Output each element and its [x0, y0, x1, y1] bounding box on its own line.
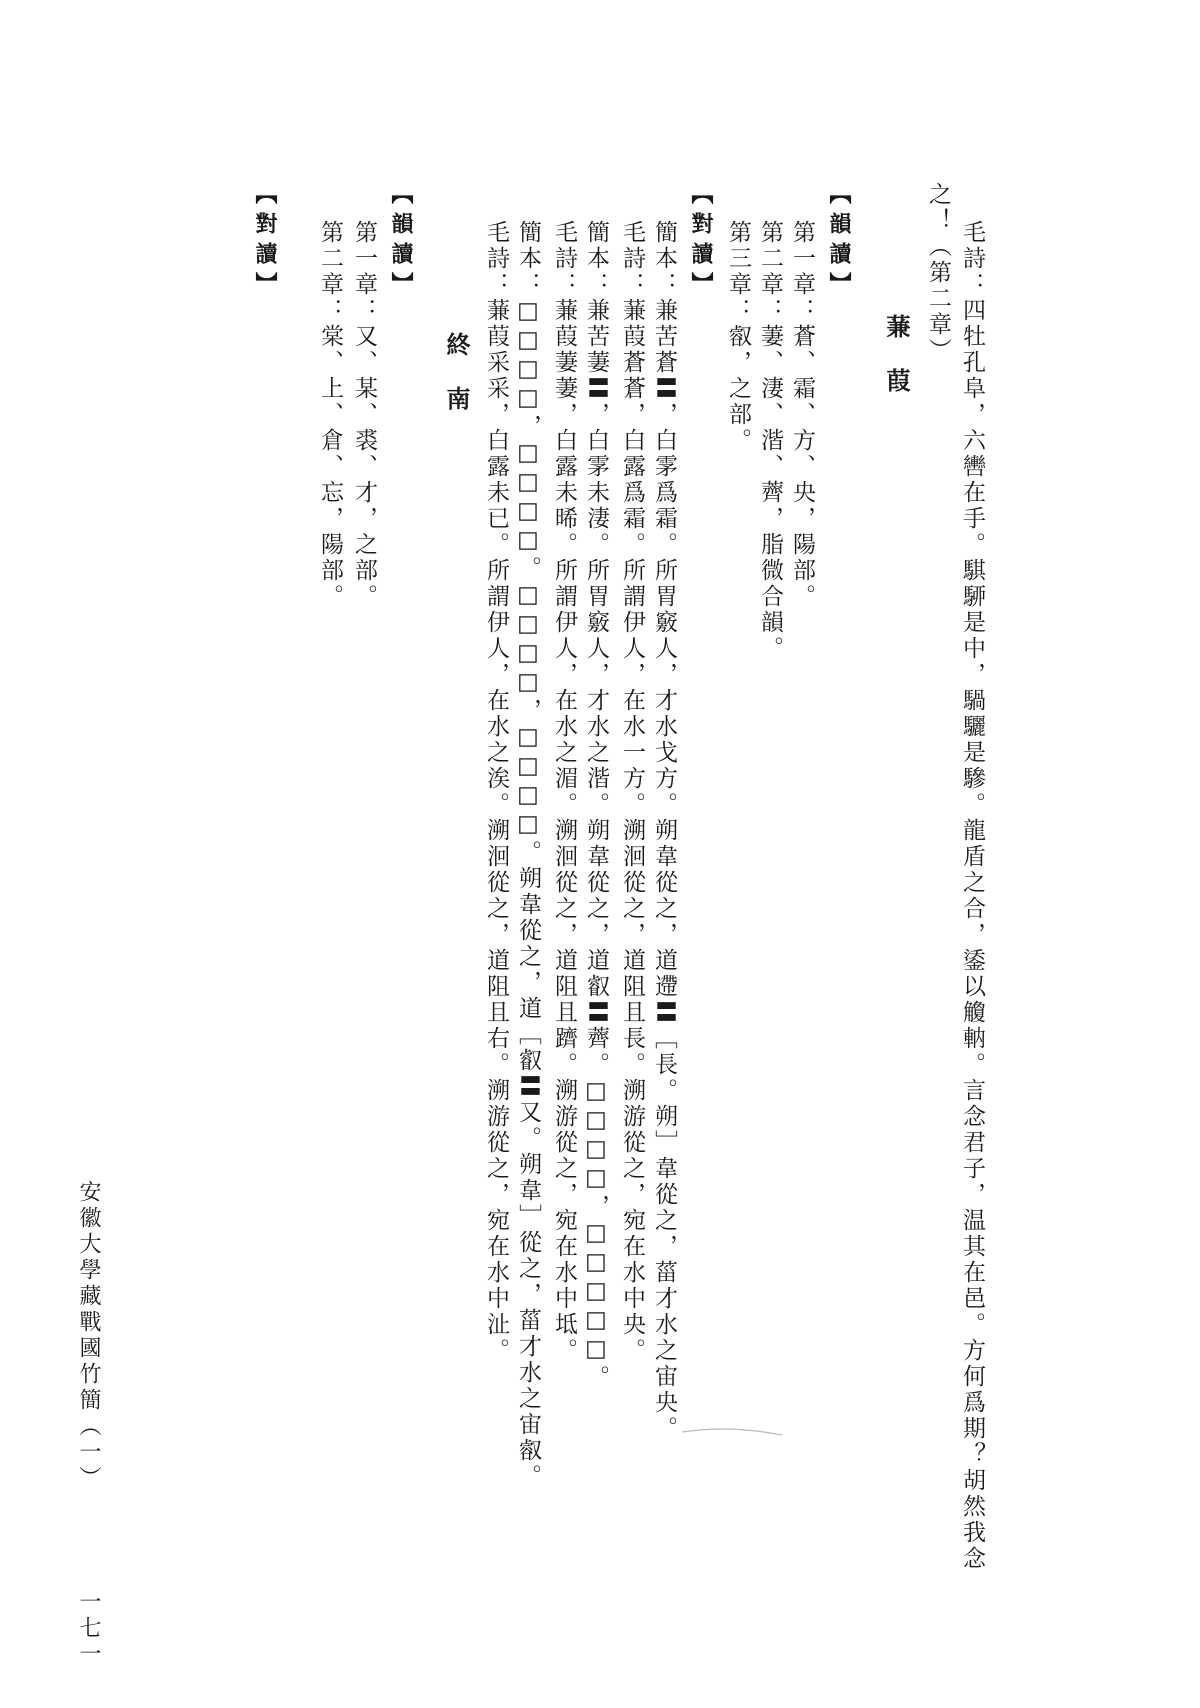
page-number: 一七一	[76, 1590, 101, 1668]
duidu-line: 簡本：□□□□，□□□□。□□□□，□□□□。朔韋從之，道［叡〓又。朔韋］從之，菑才水之宙㕡。	[515, 220, 541, 1490]
poem-line-continuation: 之！（第二章）	[925, 182, 951, 364]
yundu-line: 第一章：蒼、霜、方、央，陽部。	[789, 220, 815, 610]
poem-title-jianjia: 蒹葭	[882, 314, 910, 422]
yundu-line: 第二章：萋、淒、湝、薺，脂微合韻。	[757, 220, 783, 662]
yundu-line: 第三章：㕡，之部。	[725, 220, 751, 454]
yundu-label: 【韻讀】	[388, 182, 413, 302]
duidu-line: 毛詩：蒹葭萋萋，白露未晞。所謂伊人，在水之湄。溯洄從之，道阻且躋。溯游從之，宛在水中坻。	[551, 220, 577, 1364]
yundu-line: 第二章：棠、上、倉、忘，陽部。	[317, 220, 343, 610]
poem-line: 毛詩：四牡孔阜，六轡在手。騏駵是中，騧驪是驂。龍盾之合，鋈以觼軜。言念君子，温其在邑。方何爲期？胡然我念	[959, 220, 985, 1572]
duidu-line: 簡本：兼苦萋〓，白雺未淒。所胃竅人，才水之湝。朔韋從之，道叡〓薺。□□□□，□□□□□。	[583, 220, 609, 1391]
duidu-label: 【對讀】	[688, 182, 713, 302]
duidu-line: 毛詩：蒹葭蒼蒼，白露爲霜。所謂伊人，在水一方。溯洄從之，道阻且長。溯游從之，宛在水中央。	[619, 220, 645, 1364]
book-title: 安徽大學藏戰國竹簡（一）	[76, 1180, 101, 1492]
scan-mark	[680, 1424, 784, 1438]
poem-title-zhongnan: 終南	[442, 332, 470, 440]
duidu-line: 毛詩：蒹葭采采，白露未已。所謂伊人，在水之涘。溯洄從之，道阻且右。溯游從之，宛在水中沚。	[483, 220, 509, 1364]
duidu-label: 【對讀】	[252, 182, 277, 302]
duidu-line: 簡本：兼苦蒼〓，白雺爲霜。所胃竅人，才水戈方。朔韋從之，道遰〓［長。朔］韋從之，菑才水之宙央。	[651, 220, 677, 1442]
yundu-label: 【韻讀】	[826, 182, 851, 302]
yundu-line: 第一章：又、某、裘、才，之部。	[351, 220, 377, 610]
